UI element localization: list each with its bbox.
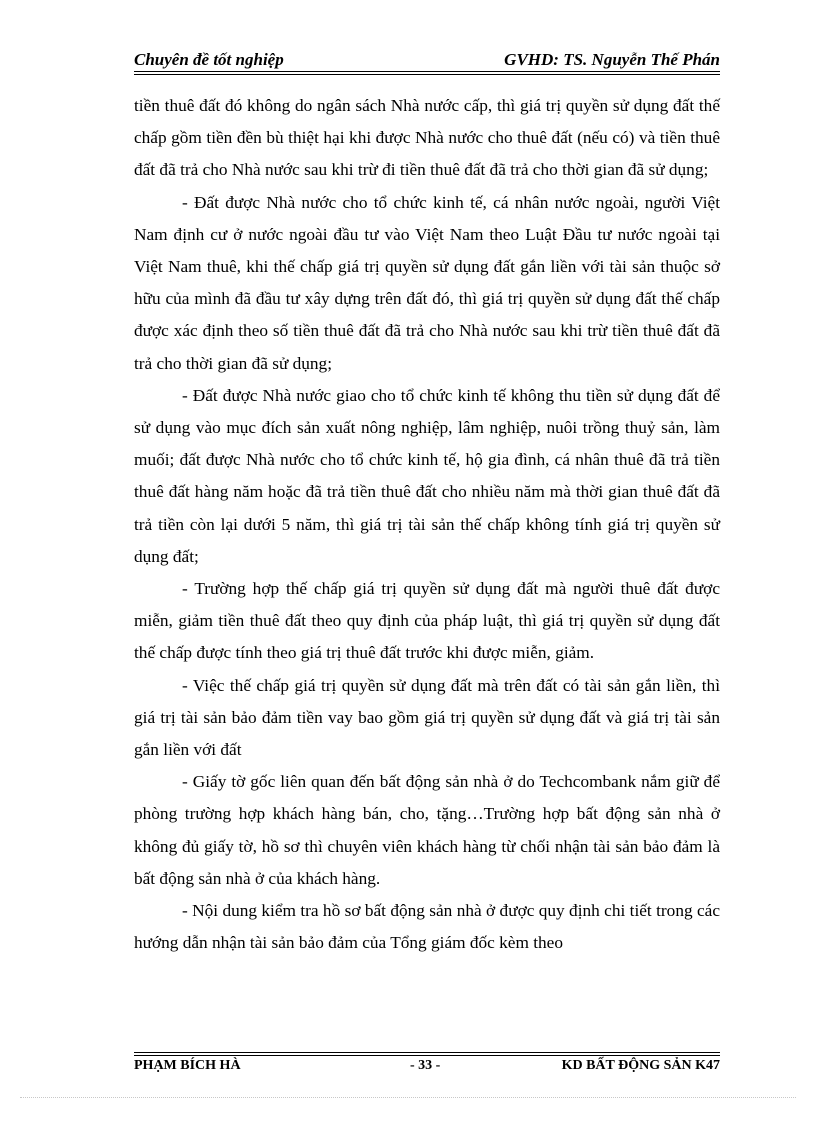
header-advisor: GVHD: TS. Nguyễn Thế Phán bbox=[504, 50, 720, 69]
paragraph-2: - Đất được Nhà nước cho tổ chức kinh tế, cá nhân nước ngoài, người Việt Nam định cư ở nước ngoài đầu tư vào Việt Nam theo Luật Đầu tư nước ngoài tại Việt Nam thuê, khi thế chấp giá trị quyền sử dụng đất gắn liền với tài sản thuộc sở hữu của mình đã đầu tư xây dựng trên đất đó, thì giá trị quyền sử dụng đất thế chấp được xác định theo số tiền thuê đất đã trả cho Nhà nước sau khi trừ tiền thuê đất đã trả cho thời gian đã sử dụng; bbox=[134, 192, 720, 373]
paragraph-5: - Việc thế chấp giá trị quyền sử dụng đất mà trên đất có tài sản gắn liền, thì giá trị tài sản bảo đảm tiền vay bao gồm giá trị quyền sử dụng đất và giá trị tài sản gắn liền với đất bbox=[134, 675, 720, 760]
paragraph-1: tiền thuê đất đó không do ngân sách Nhà nước cấp, thì giá trị quyền sử dụng đất thế chấp gồm tiền đền bù thiệt hại khi được Nhà nước cho thuê đất (nếu có) và tiền thuê đất đã trả cho Nhà nước sau khi trừ đi tiền thuê đất đã trả cho thời gian đã sử dụng; bbox=[134, 96, 720, 180]
footer-rule bbox=[134, 1055, 720, 1056]
page-number: - 33 - bbox=[410, 1058, 441, 1073]
paragraph-3: - Đất được Nhà nước giao cho tổ chức kinh tế không thu tiền sử dụng đất để sử dụng vào mục đích sản xuất nông nghiệp, lâm nghiệp, nuôi trồng thuỷ sản, làm muối; đất được Nhà nước cho tổ chức kinh tế, hộ gia đình, cá nhân thuê đã trả tiền thuê đất hàng năm hoặc đã trả tiền thuê đất cho nhiều năm mà thời gian thuê đất đã trả tiền còn lại dưới 5 năm, thì giá trị tài sản thế chấp không tính giá trị quyền sử dụng đất; bbox=[134, 385, 720, 566]
paragraph-6: - Giấy tờ gốc liên quan đến bất động sản nhà ở do Techcombank nắm giữ để phòng trường hợp khách hàng bán, cho, tặng…Trường hợp bất động sản nhà ở không đủ giấy tờ, hồ sơ thì chuyên viên khách hàng từ chối nhận tài sản bảo đảm là bất động sản nhà ở của khách hàng. bbox=[134, 772, 720, 888]
paragraph-7: - Nội dung kiểm tra hồ sơ bất động sản nhà ở được quy định chi tiết trong các hướng dẫn nhận tài sản bảo đảm của Tổng giám đốc kèm theo bbox=[134, 901, 720, 953]
body-text bbox=[134, 90, 720, 959]
footer-rule-thin bbox=[134, 1052, 720, 1053]
footer-author: PHẠM BÍCH HÀ bbox=[134, 1058, 241, 1073]
header-rule-thin bbox=[134, 74, 720, 75]
page-footer bbox=[134, 1058, 720, 1078]
header-title: Chuyên đề tốt nghiệp bbox=[134, 50, 284, 69]
header-rule bbox=[134, 71, 720, 72]
paragraph-4: - Trường hợp thế chấp giá trị quyền sử dụng đất mà người thuê đất được miễn, giảm tiền thuê đất theo quy định của pháp luật, thì giá trị quyền sử dụng đất thế chấp được tính theo giá trị thuê đất trước khi được miễn, giảm. bbox=[134, 579, 720, 663]
footer-course: KD BẤT ĐỘNG SẢN K47 bbox=[561, 1058, 720, 1073]
page-edge-divider bbox=[20, 1097, 796, 1098]
